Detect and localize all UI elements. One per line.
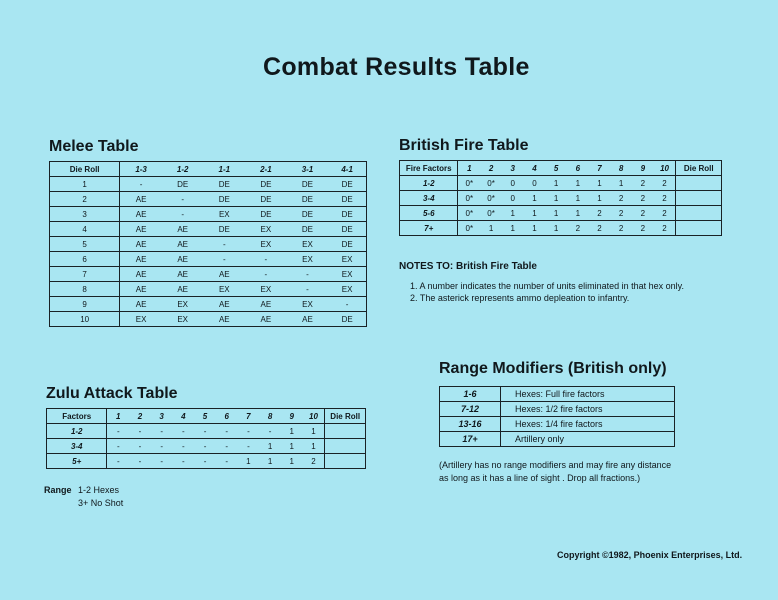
melee-cell: 4 (50, 222, 120, 237)
british_fire-cell: 0 (502, 176, 524, 191)
british_fire-cell: 0* (480, 206, 502, 221)
melee-cell: AE (203, 312, 245, 327)
melee-cell: AE (120, 252, 162, 267)
zulu-cell: 1 (303, 439, 325, 454)
british_fire-cell: 1 (502, 221, 524, 236)
british_fire-cell: 0* (458, 221, 480, 236)
british_fire-cell: 0 (524, 176, 546, 191)
melee-cell: AE (162, 237, 204, 252)
british_fire-cell: 2 (654, 191, 676, 206)
table-row (440, 432, 675, 447)
british_fire-cell: 2 (610, 191, 632, 206)
melee-cell: EX (328, 252, 366, 267)
melee-cell: AE (120, 282, 162, 297)
range_modifiers-cell: Artillery only (501, 432, 675, 447)
melee-cell: - (287, 282, 329, 297)
table-row (440, 402, 675, 417)
zulu-cell: - (151, 424, 173, 439)
zulu-cell: 1 (281, 424, 303, 439)
british_fire-cell: 0* (458, 176, 480, 191)
table-row (400, 221, 722, 236)
melee-table (49, 161, 367, 327)
zulu-cell: - (194, 439, 216, 454)
melee-cell: 7 (50, 267, 120, 282)
zulu-header-9: 9 (281, 409, 303, 424)
range_modifiers-cell: 17+ (440, 432, 501, 447)
zulu-header-6: 6 (216, 409, 238, 424)
zulu-cell: - (194, 454, 216, 469)
british-fire-table-title: British Fire Table (399, 137, 529, 154)
zulu-cell: - (151, 439, 173, 454)
zulu-header-0: Factors (47, 409, 107, 424)
melee-cell: EX (203, 207, 245, 222)
british_fire-header-10: 10 (654, 161, 676, 176)
british_fire-cell: 2 (632, 221, 654, 236)
zulu-cell: 1 (259, 439, 281, 454)
range-modifiers-title: Range Modifiers (British only) (439, 360, 667, 377)
british_fire-header-3: 3 (502, 161, 524, 176)
range-line-1: 1-2 Hexes (78, 485, 120, 495)
british_fire-cell: 0* (480, 191, 502, 206)
table-row (50, 207, 367, 222)
melee-cell: AE (203, 297, 245, 312)
melee-cell: DE (245, 207, 287, 222)
british_fire-cell: 1 (545, 221, 567, 236)
table-row (50, 237, 367, 252)
melee-cell: DE (328, 207, 366, 222)
british_fire-cell: 7+ (400, 221, 458, 236)
range-note-line-2: as long as it has a line of sight . Drop all fractions.) (439, 473, 641, 483)
table-row (47, 439, 366, 454)
zulu-header-3: 3 (151, 409, 173, 424)
melee-cell: DE (287, 222, 329, 237)
notes-list (410, 281, 684, 303)
zulu-cell: - (194, 424, 216, 439)
british_fire-cell: 0* (458, 206, 480, 221)
british_fire-cell (676, 176, 722, 191)
table-row (440, 417, 675, 432)
zulu-cell: 5+ (47, 454, 107, 469)
zulu-cell: - (129, 424, 151, 439)
table-row (47, 424, 366, 439)
zulu-cell (325, 439, 366, 454)
zulu-cell: - (216, 424, 238, 439)
british_fire-cell (676, 221, 722, 236)
british_fire-header-1: 1 (458, 161, 480, 176)
melee-cell: 2 (50, 192, 120, 207)
british_fire-cell: 2 (632, 176, 654, 191)
range_modifiers-cell: 13-16 (440, 417, 501, 432)
melee-cell: DE (328, 222, 366, 237)
british_fire-cell: 0 (502, 191, 524, 206)
melee-cell: - (162, 192, 204, 207)
note-item-1: 1. A number indicates the number of units eliminated in that hex only. (410, 281, 684, 291)
british_fire-cell: 1 (545, 191, 567, 206)
zulu-attack-table (46, 408, 366, 469)
zulu-cell: - (129, 439, 151, 454)
melee-header-2: 1-2 (162, 162, 204, 177)
melee-cell: 10 (50, 312, 120, 327)
melee-cell: AE (162, 252, 204, 267)
zulu-cell: - (238, 424, 260, 439)
zulu-cell (325, 454, 366, 469)
british_fire-cell (676, 206, 722, 221)
range-modifiers-note (439, 460, 671, 483)
melee-cell: AE (162, 222, 204, 237)
range_modifiers-cell: 7-12 (440, 402, 501, 417)
zulu-cell: 1 (281, 454, 303, 469)
british_fire-cell: 0* (458, 191, 480, 206)
melee-cell: 1 (50, 177, 120, 192)
melee-cell: DE (203, 177, 245, 192)
british_fire-cell: 1 (524, 191, 546, 206)
zulu-header-4: 4 (173, 409, 195, 424)
zulu-header-7: 7 (238, 409, 260, 424)
zulu-attack-table-title: Zulu Attack Table (46, 385, 178, 402)
melee-cell: EX (245, 222, 287, 237)
british_fire-header-0: Fire Factors (400, 161, 458, 176)
melee-cell: - (120, 177, 162, 192)
british_fire-header-11: Die Roll (676, 161, 722, 176)
zulu-cell: 1 (303, 424, 325, 439)
british_fire-cell: 1 (567, 206, 589, 221)
zulu-cell: 1 (238, 454, 260, 469)
british_fire-cell: 1 (567, 191, 589, 206)
melee-cell: DE (328, 177, 366, 192)
british_fire-cell: 1 (589, 176, 611, 191)
british_fire-cell: 2 (632, 206, 654, 221)
table-row (50, 177, 367, 192)
british_fire-cell: 2 (589, 221, 611, 236)
melee-header-0: Die Roll (50, 162, 120, 177)
zulu-header-10: 10 (303, 409, 325, 424)
british_fire-cell: 0* (480, 176, 502, 191)
zulu-cell: 1-2 (47, 424, 107, 439)
british_fire-cell: 2 (567, 221, 589, 236)
melee-cell: DE (245, 192, 287, 207)
british_fire-cell: 1 (545, 206, 567, 221)
melee-cell: AE (120, 267, 162, 282)
melee-cell: DE (287, 192, 329, 207)
melee-cell: DE (287, 177, 329, 192)
zulu-cell: - (173, 439, 195, 454)
melee-cell: AE (245, 297, 287, 312)
melee-cell: - (203, 237, 245, 252)
note-item-2: 2. The asterick represents ammo depleation to infantry. (410, 293, 630, 303)
british_fire-header-8: 8 (610, 161, 632, 176)
table-row (50, 267, 367, 282)
table-row (50, 312, 367, 327)
table-row (50, 297, 367, 312)
range_modifiers-cell: Hexes: 1/2 fire factors (501, 402, 675, 417)
british_fire-cell: 1 (589, 191, 611, 206)
melee-cell: EX (120, 312, 162, 327)
zulu-cell: 2 (303, 454, 325, 469)
melee-cell: AE (162, 282, 204, 297)
zulu-header-8: 8 (259, 409, 281, 424)
melee-cell: DE (203, 222, 245, 237)
melee-header-5: 3-1 (287, 162, 329, 177)
zulu-header-1: 1 (107, 409, 129, 424)
zulu-cell: 3-4 (47, 439, 107, 454)
melee-header-6: 4-1 (328, 162, 366, 177)
british_fire-cell: 2 (654, 206, 676, 221)
melee-cell: EX (245, 282, 287, 297)
melee-header-4: 2-1 (245, 162, 287, 177)
zulu-cell: - (151, 454, 173, 469)
british-fire-table (399, 160, 722, 236)
table-row (400, 176, 722, 191)
melee-cell: EX (287, 237, 329, 252)
melee-cell: EX (203, 282, 245, 297)
melee-cell: DE (328, 312, 366, 327)
melee-cell: EX (287, 252, 329, 267)
melee-cell: AE (120, 207, 162, 222)
british_fire-header-9: 9 (632, 161, 654, 176)
range_modifiers-cell: 1-6 (440, 387, 501, 402)
british_fire-header-5: 5 (545, 161, 567, 176)
melee-cell: EX (287, 297, 329, 312)
british_fire-header-7: 7 (589, 161, 611, 176)
british_fire-cell: 1 (545, 176, 567, 191)
melee-cell: DE (162, 177, 204, 192)
british_fire-cell: 1 (610, 176, 632, 191)
british_fire-cell: 2 (654, 221, 676, 236)
zulu-header-row (47, 409, 366, 424)
melee-cell: DE (328, 237, 366, 252)
melee-cell: EX (162, 297, 204, 312)
melee-table-title: Melee Table (49, 138, 139, 155)
table-row (400, 191, 722, 206)
british_fire-cell: 1 (524, 206, 546, 221)
british_fire-cell: 1-2 (400, 176, 458, 191)
melee-cell: AE (203, 267, 245, 282)
melee-cell: DE (328, 192, 366, 207)
melee-cell: - (203, 252, 245, 267)
british_fire-cell: 1 (524, 221, 546, 236)
melee-cell: - (245, 267, 287, 282)
british_fire-header-4: 4 (524, 161, 546, 176)
melee-cell: AE (162, 267, 204, 282)
table-row (50, 222, 367, 237)
british_fire-header-2: 2 (480, 161, 502, 176)
melee-cell: 9 (50, 297, 120, 312)
british_fire-header-6: 6 (567, 161, 589, 176)
table-row (50, 252, 367, 267)
melee-cell: 5 (50, 237, 120, 252)
melee-cell: - (162, 207, 204, 222)
british_fire-cell: 2 (610, 206, 632, 221)
melee-cell: EX (328, 267, 366, 282)
zulu-cell: - (173, 424, 195, 439)
table-row (440, 387, 675, 402)
melee-cell: - (287, 267, 329, 282)
range-modifiers-table (439, 386, 675, 447)
british_fire-cell (676, 191, 722, 206)
zulu-cell: - (107, 454, 129, 469)
melee-cell: - (245, 252, 287, 267)
melee-cell: AE (120, 222, 162, 237)
zulu-header-2: 2 (129, 409, 151, 424)
zulu-cell: - (107, 439, 129, 454)
table-row (47, 454, 366, 469)
zulu-cell: 1 (281, 439, 303, 454)
melee-cell: DE (245, 177, 287, 192)
copyright: Copyright ©1982, Phoenix Enterprises, Ltd. (557, 550, 743, 560)
british_fire-cell: 2 (589, 206, 611, 221)
melee-cell: AE (245, 312, 287, 327)
melee-cell: AE (287, 312, 329, 327)
range_modifiers-cell: Hexes: Full fire factors (501, 387, 675, 402)
melee-cell: - (328, 297, 366, 312)
british_fire-cell: 2 (632, 191, 654, 206)
british_fire-cell: 1 (480, 221, 502, 236)
british_fire-cell: 1 (567, 176, 589, 191)
table-row (50, 282, 367, 297)
melee-cell: EX (328, 282, 366, 297)
zulu-cell: 1 (259, 454, 281, 469)
melee-cell: EX (162, 312, 204, 327)
melee-cell: AE (120, 237, 162, 252)
melee-cell: DE (287, 207, 329, 222)
british_fire-cell: 3-4 (400, 191, 458, 206)
fire-header-row (400, 161, 722, 176)
zulu-cell (325, 424, 366, 439)
zulu-header-5: 5 (194, 409, 216, 424)
zulu-cell: - (129, 454, 151, 469)
range-line-2: 3+ No Shot (78, 498, 124, 508)
range-note-line-1: (Artillery has no range modifiers and may fire any distance (439, 460, 672, 470)
british_fire-cell: 2 (610, 221, 632, 236)
table-row (50, 192, 367, 207)
melee-cell: EX (245, 237, 287, 252)
range-label: Range (44, 485, 72, 495)
british_fire-cell: 5-6 (400, 206, 458, 221)
melee-cell: 3 (50, 207, 120, 222)
zulu-header-11: Die Roll (325, 409, 366, 424)
melee-header-3: 1-1 (203, 162, 245, 177)
zulu-cell: - (107, 424, 129, 439)
british_fire-cell: 2 (654, 176, 676, 191)
melee-cell: DE (203, 192, 245, 207)
melee-header-1: 1-3 (120, 162, 162, 177)
table-row (400, 206, 722, 221)
melee-cell: AE (120, 297, 162, 312)
zulu-cell: - (259, 424, 281, 439)
british_fire-cell: 1 (502, 206, 524, 221)
zulu-cell: - (216, 439, 238, 454)
melee-header-row (50, 162, 367, 177)
melee-cell: 8 (50, 282, 120, 297)
zulu-cell: - (173, 454, 195, 469)
zulu-cell: - (238, 439, 260, 454)
melee-cell: 6 (50, 252, 120, 267)
melee-cell: AE (120, 192, 162, 207)
range_modifiers-cell: Hexes: 1/4 fire factors (501, 417, 675, 432)
notes-title: NOTES TO: British Fire Table (399, 261, 537, 272)
page-title: Combat Results Table (263, 53, 530, 81)
zulu-cell: - (216, 454, 238, 469)
